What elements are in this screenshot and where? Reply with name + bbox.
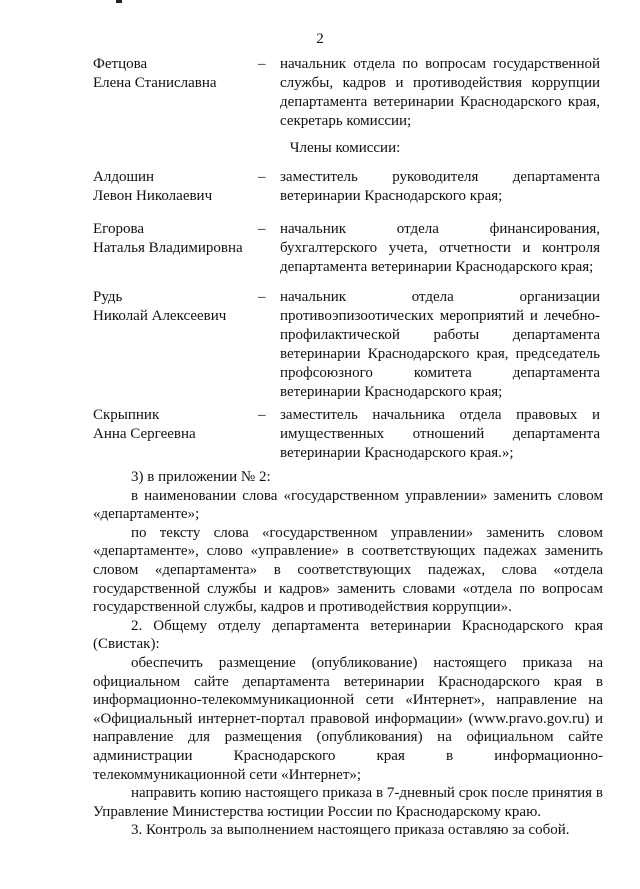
order-body — [93, 468, 603, 840]
paragraph-appendix-2: 3) в приложении № 2: — [131, 469, 271, 485]
member-surname: Рудь — [93, 289, 123, 305]
members-heading: Члены комиссии: — [289, 140, 401, 156]
member-given-name: Анна Сергеевна — [93, 426, 196, 442]
dash-separator: – — [258, 56, 266, 72]
member-role: начальник отдела финансирования, бухгалтерского учета, отчетности и контроля департамента ветеринарии Краснодарского края; — [280, 221, 600, 275]
member-name — [93, 168, 263, 206]
member-role: начальник отдела по вопросам государственной службы, кадров и противодействия коррупции департамента ветеринарии Краснодарского края, секретарь комиссии; — [280, 56, 600, 129]
member-role: начальник отдела организации противоэпизоотических мероприятий и лечебно-профилактической работы департамента ветеринарии Краснодарского края, председатель профсоюзного комитета департамента ветеринарии Краснодарского края; — [280, 289, 600, 400]
paragraph-general-department: 2. Общему отделу департамента ветеринарии Краснодарского края (Свистак): — [93, 617, 603, 653]
paragraph-publication: обеспечить размещение (опубликование) настоящего приказа на официальном сайте департамента ветеринарии Краснодарского края в информационно-телекоммуникационной сети «Интернет», направление на «Официальный интернет-портал правовой информации» (www.pravo.gov.ru) и направление для размещения (опубликования) на официальном сайте администрации Краснодарского края в информационно-телекоммуникационной сети «Интернет»; — [93, 654, 603, 783]
member-name — [93, 55, 263, 93]
member-given-name: Елена Станиславна — [93, 75, 217, 91]
member-name — [93, 406, 263, 444]
paragraph-text-replacement: по тексту слова «государственном управлении» заменить словом «департаменте», слово «управление» в соответствующих падежах заменить словом «департамента» в соответствующих падежах, слова «отдела государственной службы и кадров» заменить словами «отдела по вопросам государственной службы, кадров и противодействия коррупции». — [93, 524, 603, 616]
paragraph-send-copy: направить копию настоящего приказа в 7-дневный срок после принятия в Управление Министерства юстиции России по Краснодарскому краю. — [93, 785, 603, 820]
member-surname: Фетцова — [93, 56, 148, 72]
member-name — [93, 288, 263, 326]
member-surname: Егорова — [93, 221, 144, 237]
dash-separator: – — [258, 169, 266, 185]
member-role: заместитель руководителя департамента ветеринарии Краснодарского края; — [280, 169, 600, 204]
paragraph-title-replacement: в наименовании слова «государственном управлении» заменить словом «департаменте»; — [93, 487, 603, 523]
member-name — [93, 220, 263, 258]
member-surname: Скрыпник — [93, 407, 160, 423]
dash-separator: – — [258, 407, 266, 423]
paragraph-control: 3. Контроль за выполнением настоящего приказа оставляю за собой. — [131, 822, 570, 839]
member-role: заместитель начальника отдела правовых и имущественных отношений департамента ветеринарии Краснодарского края.»; — [280, 407, 600, 461]
member-given-name: Левон Николаевич — [93, 188, 213, 204]
page-number: 2 — [316, 31, 324, 47]
member-surname: Алдошин — [93, 169, 155, 185]
member-given-name: Николай Алексеевич — [93, 308, 227, 324]
corner-mark — [116, 0, 122, 3]
dash-separator: – — [258, 289, 266, 305]
member-given-name: Наталья Владимировна — [93, 240, 243, 256]
dash-separator: – — [258, 221, 266, 237]
